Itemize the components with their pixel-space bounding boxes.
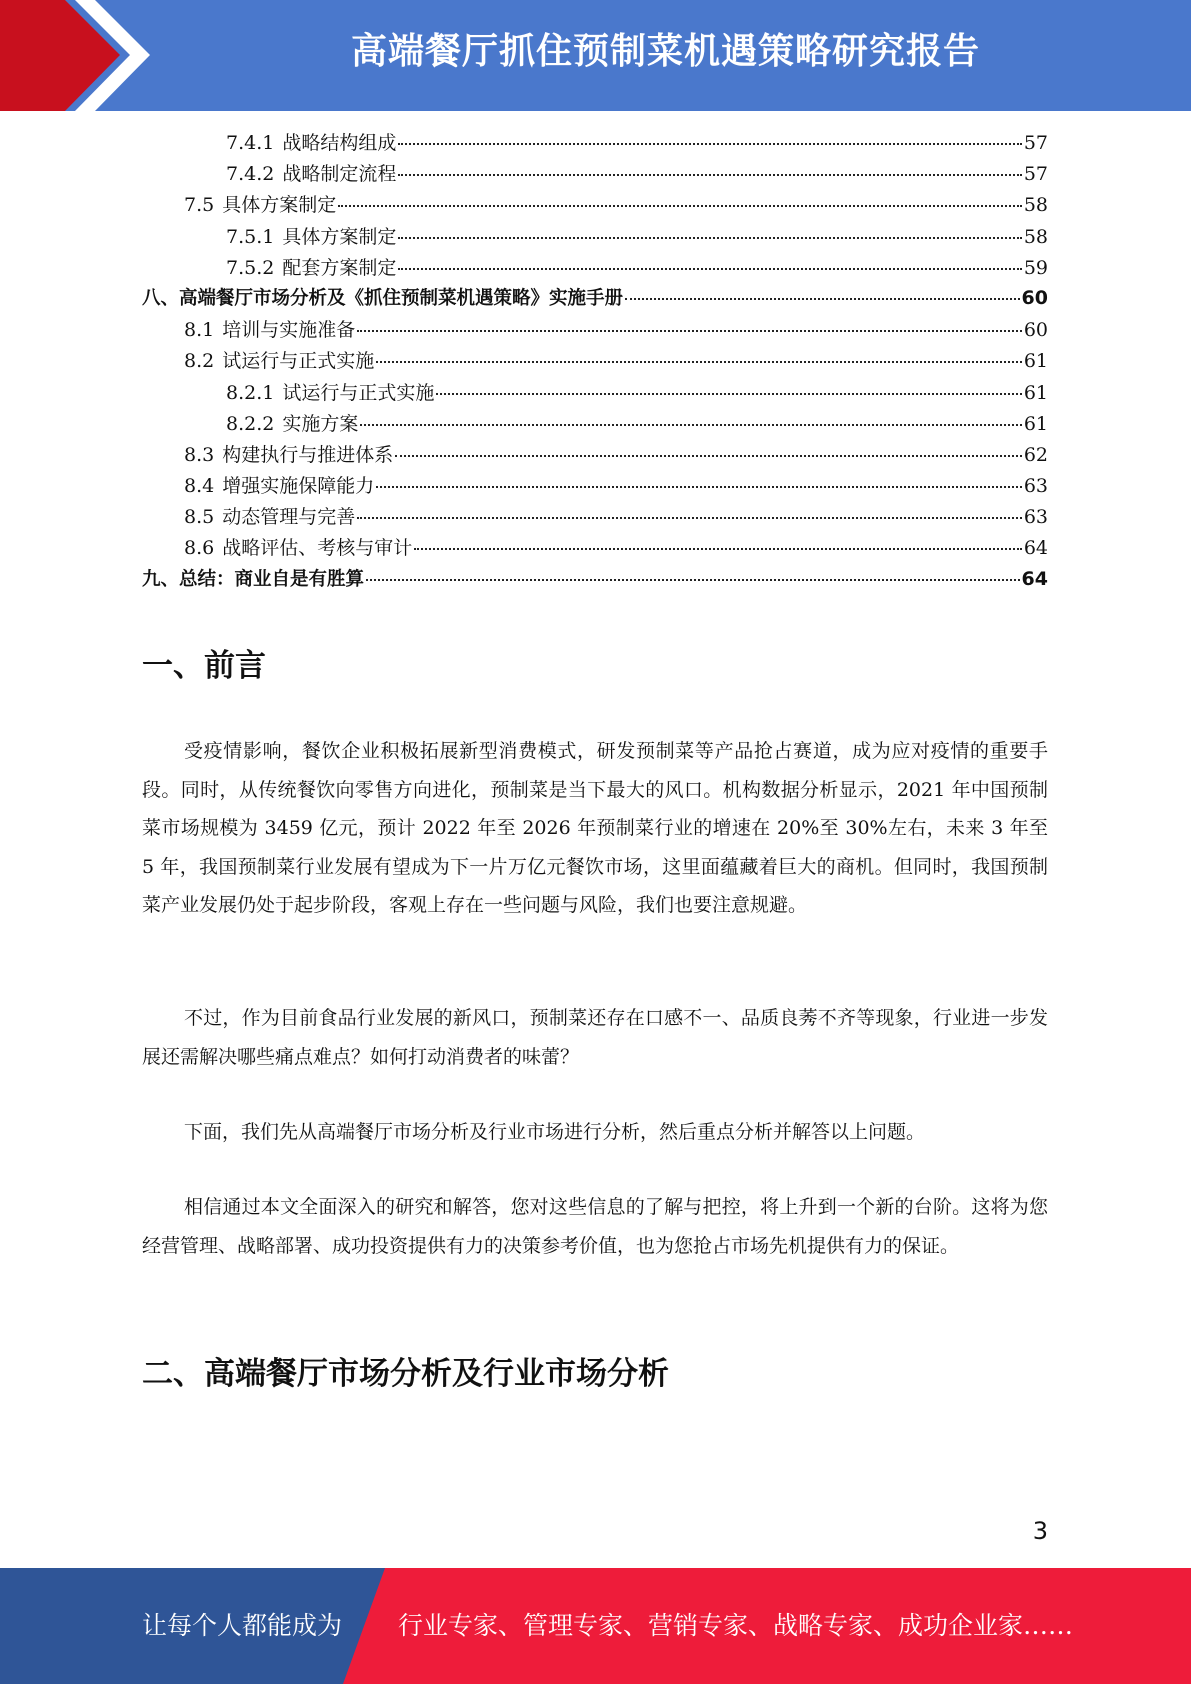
toc-entry-label: 配套方案制定 [282, 256, 397, 279]
toc-entry[interactable] [142, 471, 1048, 502]
toc-entry-number: 8.5 [184, 506, 215, 529]
section-heading-preface: 一、前言 [142, 648, 266, 684]
toc-entry-label: 试运行与正式实施 [222, 350, 375, 373]
toc-dot-leader [414, 548, 1022, 550]
section-heading-market-analysis: 二、高端餐厅市场分析及行业市场分析 [142, 1356, 669, 1392]
toc-entry[interactable] [142, 440, 1048, 471]
toc-entry-label: 具体方案制定 [222, 194, 337, 217]
header-band [0, 0, 1191, 111]
toc-entry-number: 7.4.1 [226, 132, 275, 154]
footer-slogan-right: 行业专家、管理专家、营销专家、战略专家、成功企业家…… [398, 1611, 1074, 1640]
toc-entry-number: 8.2.1 [226, 381, 275, 404]
toc-entry-label: 动态管理与完善 [222, 506, 356, 529]
toc-entry-label: 增强实施保障能力 [222, 475, 375, 498]
toc-entry[interactable] [142, 533, 1048, 564]
paragraph: 相信通过本文全面深入的研究和解答，您对这些信息的了解与把控，将上升到一个新的台阶。这将为您经营管理、战略部署、成功投资提供有力的决策参考价值，也为您抢占市场先机提供有力的保证。 [142, 1196, 1048, 1257]
red-chevron-icon [0, 0, 160, 111]
footer-slogan-left: 让每个人都能成为 [142, 1611, 343, 1640]
toc-entry-page: 58 [1023, 225, 1048, 248]
toc-dot-leader [398, 174, 1021, 176]
toc-entry[interactable] [142, 378, 1048, 409]
toc-entry[interactable] [142, 565, 1048, 596]
toc-entry-page: 61 [1023, 412, 1048, 435]
toc-entry-page: 61 [1023, 350, 1048, 373]
toc-dot-leader [398, 268, 1021, 270]
toc-entry-page: 62 [1023, 443, 1048, 466]
toc-entry-number: 8.3 [184, 443, 215, 466]
toc-entry-number: 7.5 [184, 194, 215, 217]
paragraph: 下面，我们先从高端餐厅市场分析及行业市场进行分析，然后重点分析并解答以上问题。 [184, 1121, 926, 1143]
paragraph: 不过，作为目前食品行业发展的新风口，预制菜还存在口感不一、品质良莠不齐等现象，行业进一步发展还需解决哪些痛点难点？如何打动消费者的味蕾？ [142, 1007, 1048, 1068]
toc-entry[interactable] [142, 222, 1048, 253]
toc-entry-label: 培训与实施准备 [222, 319, 356, 342]
toc-entry[interactable] [142, 159, 1048, 190]
toc-entry-label: 试运行与正式实施 [282, 381, 435, 404]
toc-entry-page: 61 [1023, 381, 1048, 404]
toc-dot-leader [357, 517, 1022, 519]
toc-entry-page: 63 [1023, 475, 1048, 498]
toc-entry-page: 64 [1023, 537, 1048, 560]
toc-entry-number: 8.4 [184, 475, 215, 498]
toc-dot-leader [395, 455, 1022, 457]
toc-entry-label: 构建执行与推进体系 [222, 443, 394, 466]
toc-entry-number: 7.4.2 [226, 163, 275, 186]
footer-banner [0, 1568, 1191, 1684]
toc-entry-number: 8.1 [184, 319, 215, 342]
table-of-contents [142, 128, 1048, 596]
report-title: 高端餐厅抓住预制菜机遇策略研究报告 [350, 31, 980, 72]
toc-entry-page: 59 [1023, 256, 1048, 279]
toc-entry-number: 8.2.2 [226, 412, 275, 435]
toc-entry[interactable] [142, 253, 1048, 284]
toc-dot-leader [376, 486, 1022, 488]
toc-entry-label: 实施方案 [282, 412, 359, 435]
toc-dot-leader [360, 424, 1021, 426]
toc-dot-leader [376, 361, 1022, 363]
toc-entry[interactable] [142, 315, 1048, 346]
toc-entry[interactable] [142, 346, 1048, 377]
toc-entry-page: 64 [1021, 567, 1048, 590]
toc-dot-leader [357, 330, 1022, 332]
toc-entry[interactable] [142, 128, 1048, 159]
toc-entry-number: 8.2 [184, 350, 215, 373]
page-number: 3 [1032, 1517, 1048, 1545]
toc-entry[interactable] [142, 190, 1048, 221]
toc-entry[interactable] [142, 284, 1048, 315]
toc-entry[interactable] [142, 502, 1048, 533]
toc-entry-label: 战略评估、考核与审计 [222, 537, 413, 560]
toc-entry-number: 7.5.1 [226, 225, 275, 248]
toc-entry-page: 60 [1023, 319, 1048, 342]
toc-entry-label: 九、总结：商业自是有胜算 [142, 568, 365, 590]
toc-entry-label: 战略制定流程 [282, 163, 397, 186]
toc-entry-page: 60 [1021, 286, 1048, 309]
toc-dot-leader [436, 393, 1021, 395]
toc-dot-leader [366, 579, 1020, 581]
toc-dot-leader [625, 298, 1020, 300]
toc-dot-leader [398, 237, 1021, 239]
toc-entry-label: 具体方案制定 [282, 225, 397, 248]
toc-entry-number: 8.6 [184, 537, 215, 560]
toc-entry-page: 57 [1023, 163, 1048, 186]
paragraph: 受疫情影响，餐饮企业积极拓展新型消费模式，研发预制菜等产品抢占赛道，成为应对疫情的重要手段。同时，从传统餐饮向零售方向进化，预制菜是当下最大的风口。机构数据分析显示，2021 年中国预制菜市场规模为 3459 亿元，预计 2022 年至 2026 年预制菜行业的增速在 20%至 30%左右，未来 3 年至 5 年，我国预制菜行业发展有望成为下一片万亿元餐饮市场，这里面蕴藏着巨大的商机。但同时，我国预制菜产业发展仍处于起步阶段，客观上存在一些问题与风险，我们也要注意规避。 [142, 740, 1048, 916]
toc-entry[interactable] [142, 409, 1048, 440]
toc-entry-number: 7.5.2 [226, 256, 275, 279]
toc-entry-page: 63 [1023, 506, 1048, 529]
toc-entry-page: 57 [1023, 132, 1048, 154]
toc-entry-label: 八、高端餐厅市场分析及《抓住预制菜机遇策略》实施手册 [142, 287, 624, 309]
toc-dot-leader [398, 143, 1021, 145]
toc-entry-page: 58 [1023, 194, 1048, 217]
toc-entry-label: 战略结构组成 [282, 132, 397, 154]
toc-dot-leader [338, 205, 1022, 207]
